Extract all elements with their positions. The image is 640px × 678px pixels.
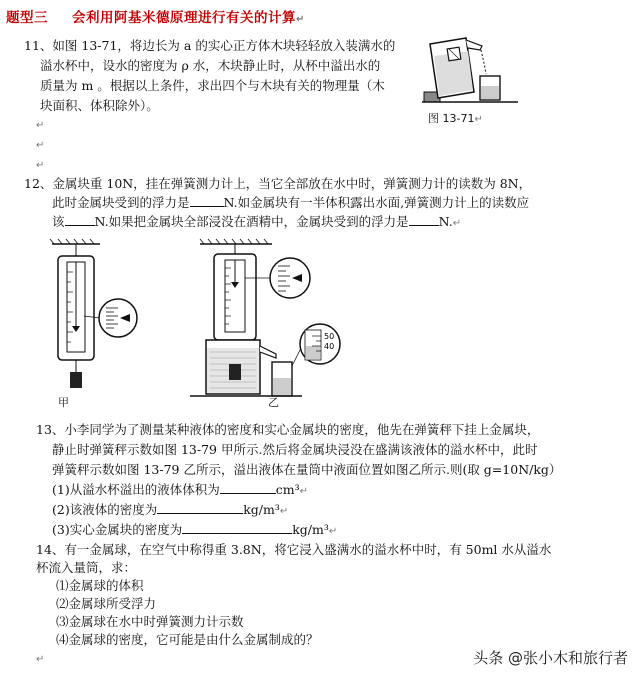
q13-sub2: (2)该液体的密度为 kg/m³↵ xyxy=(52,502,289,517)
cylinder-tick-40: 40 xyxy=(324,342,335,351)
q14-sub1: ⑴金属球的体积 xyxy=(56,578,144,593)
label-yi: 乙 xyxy=(268,396,279,409)
overflow-cup-figure xyxy=(422,34,522,114)
q11-line1: 11、如图 13-71，将边长为 a 的实心正方体木块轻轻放入装满水的 xyxy=(24,38,396,53)
section-heading-prefix: 题型三 xyxy=(6,10,48,26)
figure-13-71-caption: 图 13-71↵ xyxy=(428,112,483,125)
q14-sub3: ⑶金属球在水中时弹簧测力计示数 xyxy=(56,614,244,629)
q14-sub2: ⑵金属球所受浮力 xyxy=(56,596,157,611)
q13-line2: 静止时弹簧秤示数如图 13-79 甲所示.然后将金属块浸没在盛满该液体的溢水杯中，此时 xyxy=(52,442,538,457)
q13-line1: 13、小李同学为了测量某种液体的密度和实心金属块的密度，他先在弹簧秤下挂上金属块， xyxy=(36,422,540,437)
q13-sub3: (3)实心金属块的密度为 kg/m³↵ xyxy=(52,522,338,537)
watermark: 头条 @张小木和旅行者 xyxy=(473,649,628,667)
cylinder-tick-50: 50 xyxy=(324,332,335,341)
q11-line4: 块面积、体积除外）。 xyxy=(40,98,159,113)
q14-line1: 14、有一金属球，在空气中称得重 3.8N，将它浸入盛满水的溢水杯中时，有 50ml 水从溢水 xyxy=(36,542,552,557)
spring-scale-figure xyxy=(40,238,350,408)
q13-sub1: (1)从溢水杯溢出的液体体积为 cm³↵ xyxy=(52,482,308,497)
q12-line2: 此时金属块受到的浮力是 N.如金属块有一半体积露出水面,弹簧测力计上的读数应 xyxy=(52,195,530,210)
q13-line3: 弹簧秤示数如图 13-79 乙所示，溢出液体在量筒中液面位置如图乙所示.则(取 g=10N/kg） xyxy=(52,462,562,477)
label-jia: 甲 xyxy=(58,396,69,409)
q12-line3: 该 N.如果把金属块全部浸没在酒精中，金属块受到的浮力是 N.↵ xyxy=(52,214,462,229)
q11-line3: 质量为 m 。根据以上条件，求出四个与木块有关的物理量（木 xyxy=(40,78,385,93)
q14-sub4: ⑷金属球的密度，它可能是由什么金属制成的？ xyxy=(56,632,319,647)
section-heading: 题型三 会利用阿基米德原理进行有关的计算↵ xyxy=(6,10,305,26)
q14-line2: 杯流入量筒，求： xyxy=(36,560,137,575)
section-heading-text: 会利用阿基米德原理进行有关的计算 xyxy=(72,10,296,26)
q12-line1: 12、金属块重 10N，挂在弹簧测力计上，当它全部放在水中时，弹簧测力计的读数为 8N， xyxy=(24,176,532,191)
q11-line2: 溢水杯中，设水的密度为 ρ 水，木块静止时，从杯中溢出水的 xyxy=(40,58,381,73)
worksheet-page: 题型三 会利用阿基米德原理进行有关的计算↵ 11、如图 13-71，将边长为 a 的实心正方体木块轻轻放入装满水的 溢水杯中，设水的密度为 ρ 水，木块静止时，从杯中溢出水的 质量为 m 。根据以上条件，求出四个与木块有关的物理量（木 块面积、体积除外）。 ↵ ↵ ↵ 图 13-71↵ 12、金属块重 10N，挂在弹簧测力计上，当它全部放在水中时，弹簧测力计的读数为 8N， 此时金属块受到的浮力是 N.如金属块有一半体积露出水面,弹簧测力计上的读数应 该 N.如果把金属块全部浸没在酒精中，金属块受到的浮力是 N.↵ 50 40 甲 乙 13、小李同学为了测量某种液体的密度和实心金属块的密度，他先在弹簧秤下挂上金属块， 静止时弹簧秤示数如图 13-79 甲所示.然后将金属块浸没在盛满该液体的溢水杯中，此时 弹簧秤示数如图 13-79 乙所示，溢出液体在量筒中液面位置如图乙所示.则(取 g=10N/kg） (1)从溢水杯溢出的液体体积为 cm³↵ (2)该液体的密度为 kg/m³↵ (3)实心金属块的密度为 kg/m³↵ 14、有一金属球，在空气中称得重 3.8N，将它浸入盛满水的溢水杯中时，有 50ml 水从溢水 杯流入量筒，求： ⑴金属球的体积 ⑵金属球所受浮力 ⑶金属球在水中时弹簧测力计示数 ⑷金属球的密度，它可能是由什么金属制成的？ ↵ 头条 @张小木和旅行者 xyxy=(0,0,640,678)
